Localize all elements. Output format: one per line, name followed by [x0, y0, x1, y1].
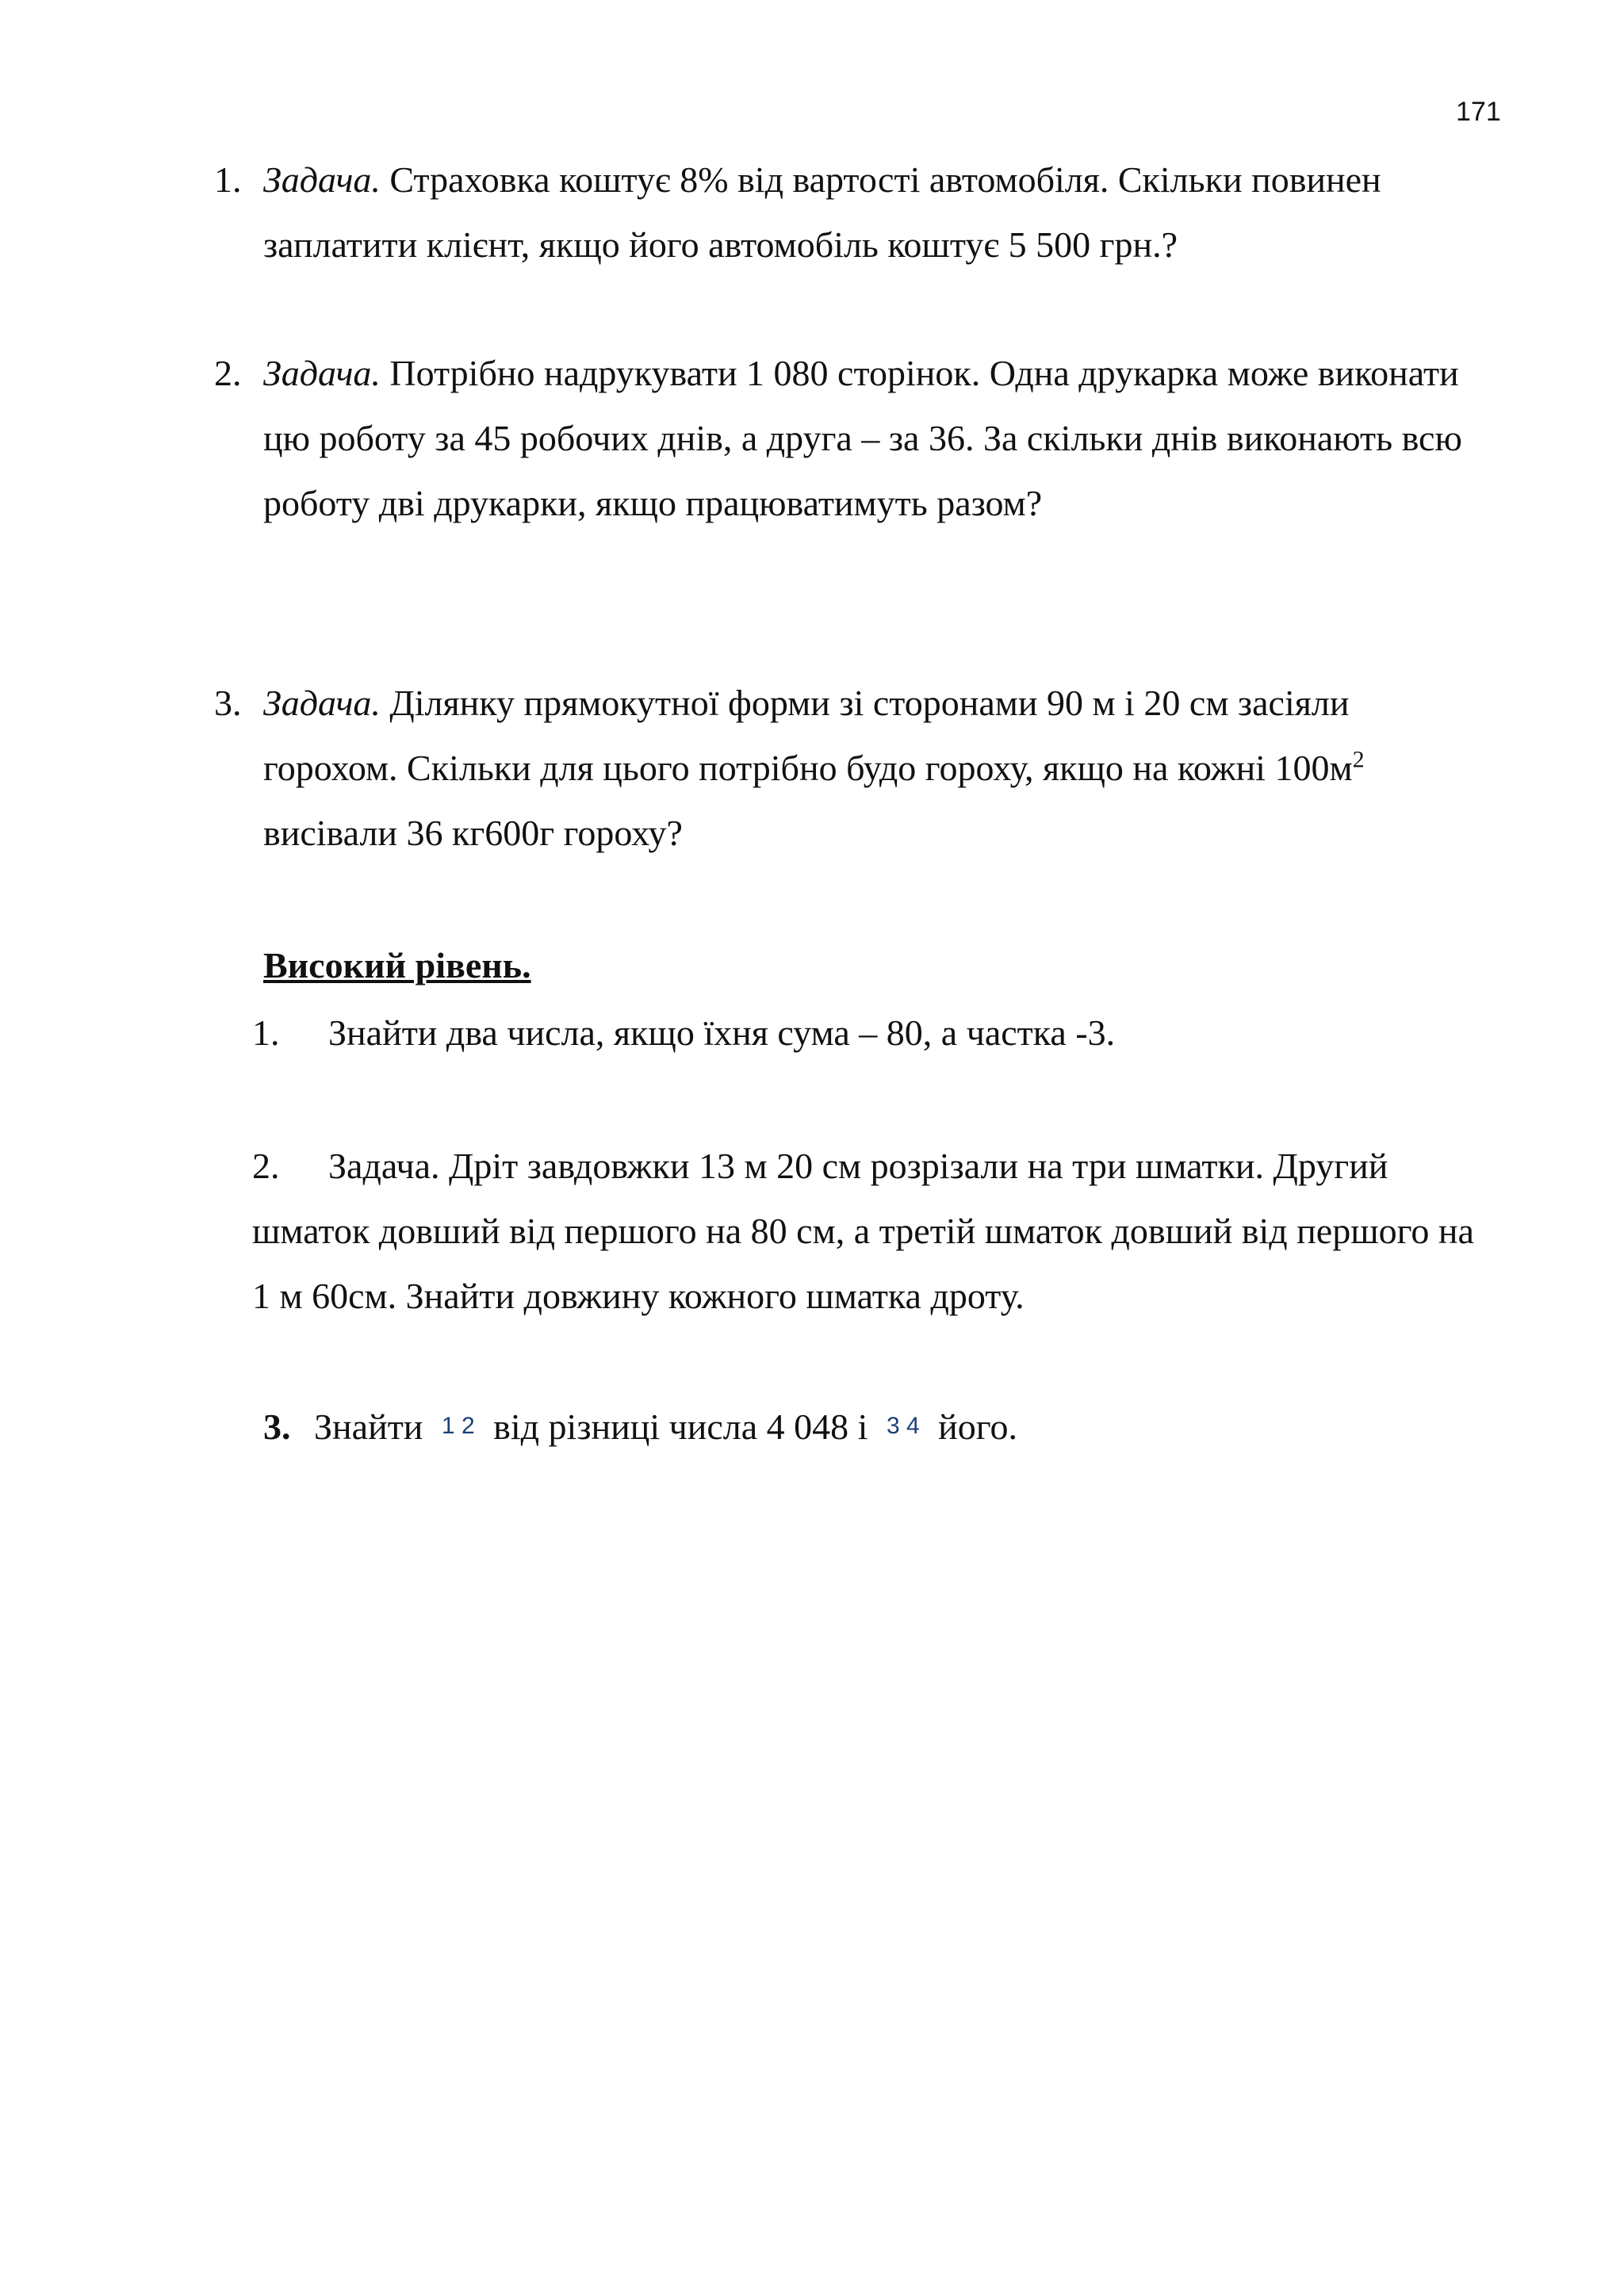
- task-text: Ділянку прямокутної форми зі сторонами 90 м і 20 см засіяли: [380, 683, 1350, 723]
- page-number: 171: [1456, 97, 1501, 127]
- task-line: Задача. Дріт завдовжки 13 м 20 см розрізали на три шматки. Другий: [328, 1146, 1388, 1186]
- task-label: Задача.: [263, 159, 381, 200]
- task-number: 1.: [252, 1012, 280, 1053]
- task-line: [263, 736, 1564, 801]
- task-number: 1.: [214, 159, 242, 200]
- fraction-denominator: 4: [906, 1413, 920, 1440]
- task-number: 2.: [214, 353, 242, 393]
- task-line: шматок довший від першого на 80 см, а третій шматок довший від першого на: [252, 1211, 1474, 1251]
- task-text: Страховка коштує 8% від вартості автомобіля. Скільки повинен: [380, 159, 1381, 200]
- section-title: Високий рівень.: [263, 945, 531, 985]
- task-text: Знайти: [314, 1406, 423, 1447]
- task-line: цю роботу за 45 робочих днів, а друга – за 36. За скільки днів виконають всю: [263, 418, 1462, 458]
- task-text: Потрібно надрукувати 1 080 сторінок. Одна друкарка може виконати: [380, 353, 1459, 393]
- task-line: [263, 147, 1564, 212]
- task-label: Задача.: [263, 353, 381, 393]
- task-line: заплатити клієнт, якщо його автомобіль коштує 5 500 грн.?: [263, 224, 1178, 265]
- fraction-numerator: 1: [441, 1413, 455, 1440]
- task-line: висівали 36 кг600г гороху?: [263, 813, 683, 853]
- task-body: [263, 147, 1564, 277]
- task-number: 2.: [252, 1146, 280, 1186]
- task-line: [263, 341, 1564, 406]
- task-line: роботу дві друкарки, якщо працюватимуть разом?: [263, 483, 1043, 523]
- superscript: 2: [1352, 746, 1365, 773]
- task-body: [263, 671, 1564, 866]
- fraction-one-half: [442, 1414, 475, 1439]
- task-text: горохом. Скільки для цього потрібно будо гороху, якщо на кожні 100м: [263, 748, 1353, 788]
- advanced-task-2: [252, 1134, 1584, 1332]
- task-label: Задача.: [263, 683, 381, 723]
- task-text: Знайти два числа, якщо їхня сума – 80, а частка -3.: [328, 1012, 1116, 1053]
- fraction-three-quarters: [887, 1414, 920, 1439]
- fraction-numerator: 3: [886, 1413, 900, 1440]
- task-number: 3.: [214, 683, 242, 723]
- task-line: [263, 671, 1564, 736]
- task-line: 1 м 60см. Знайти довжину кожного шматка дроту.: [252, 1276, 1025, 1316]
- task-text: його.: [938, 1406, 1018, 1447]
- task-number: 3.: [263, 1406, 291, 1447]
- task-text: від різниці числа 4 048 і: [493, 1406, 868, 1447]
- task-body: [252, 1134, 1584, 1332]
- advanced-task-3: [263, 1402, 1017, 1481]
- task-body: [263, 341, 1564, 536]
- fraction-denominator: 2: [461, 1413, 475, 1440]
